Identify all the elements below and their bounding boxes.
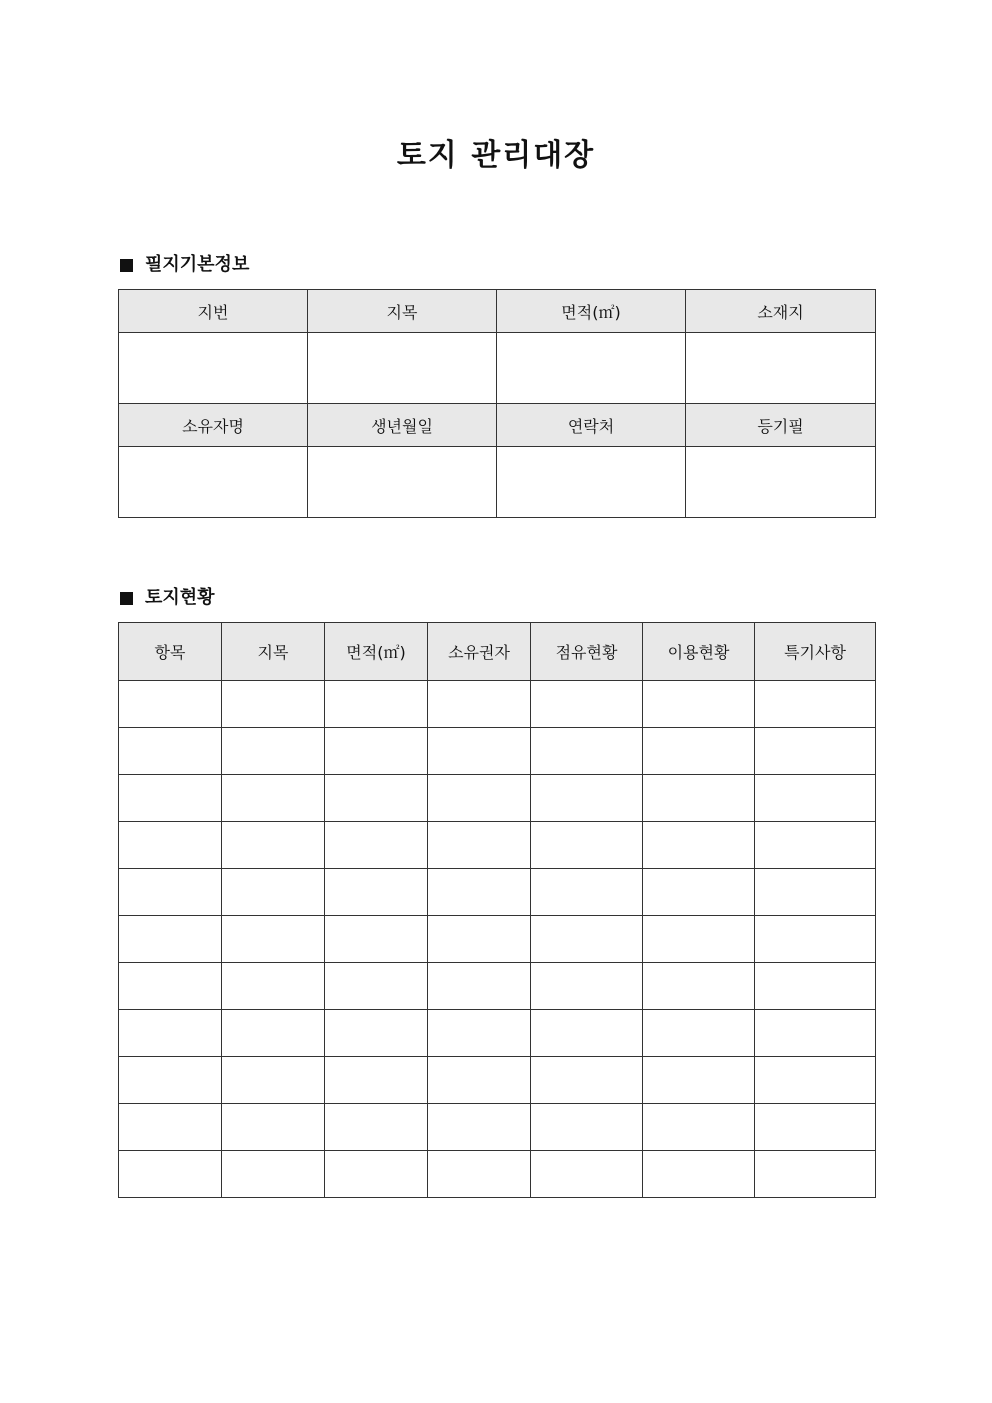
- input-cell-area[interactable]: [325, 775, 428, 822]
- input-cell-land-category[interactable]: [222, 681, 325, 728]
- input-cell-land-category[interactable]: [222, 728, 325, 775]
- table-row: [119, 1104, 876, 1151]
- table-row: [119, 681, 876, 728]
- input-cell-land-category[interactable]: [222, 1010, 325, 1057]
- table-header-row: [119, 623, 876, 681]
- input-cell-remarks[interactable]: [755, 1151, 876, 1198]
- input-cell-remarks[interactable]: [755, 869, 876, 916]
- input-cell-area[interactable]: [325, 1010, 428, 1057]
- input-cell-usage-status[interactable]: [643, 963, 755, 1010]
- input-cell-item[interactable]: [119, 963, 222, 1010]
- input-cell-land-category[interactable]: [308, 333, 497, 404]
- header-cell-location: 소재지: [686, 290, 876, 333]
- input-cell-item[interactable]: [119, 869, 222, 916]
- header-cell-owner-name: 소유자명: [119, 404, 308, 447]
- header-cell-remarks: 특기사항: [755, 623, 876, 681]
- section-heading-parcel-basic-info: [120, 252, 249, 278]
- input-cell-occupancy-status[interactable]: [531, 1057, 643, 1104]
- input-cell-usage-status[interactable]: [643, 869, 755, 916]
- input-cell-area[interactable]: [325, 869, 428, 916]
- input-cell-item[interactable]: [119, 681, 222, 728]
- input-cell-owner[interactable]: [428, 1151, 531, 1198]
- table-row: [119, 822, 876, 869]
- input-cell-usage-status[interactable]: [643, 1010, 755, 1057]
- table-row: [119, 447, 876, 518]
- input-cell-remarks[interactable]: [755, 822, 876, 869]
- input-cell-occupancy-status[interactable]: [531, 1010, 643, 1057]
- input-cell-item[interactable]: [119, 728, 222, 775]
- input-cell-owner[interactable]: [428, 728, 531, 775]
- input-cell-area[interactable]: [325, 1104, 428, 1151]
- input-cell-usage-status[interactable]: [643, 1057, 755, 1104]
- input-cell-owner[interactable]: [428, 775, 531, 822]
- input-cell-land-category[interactable]: [222, 822, 325, 869]
- input-cell-item[interactable]: [119, 822, 222, 869]
- input-cell-usage-status[interactable]: [643, 1151, 755, 1198]
- table-row: [119, 1057, 876, 1104]
- square-bullet-icon: [120, 259, 133, 272]
- table-row: [119, 916, 876, 963]
- input-cell-owner[interactable]: [428, 681, 531, 728]
- input-cell-owner[interactable]: [428, 963, 531, 1010]
- input-cell-usage-status[interactable]: [643, 1104, 755, 1151]
- input-cell-remarks[interactable]: [755, 681, 876, 728]
- input-cell-land-category[interactable]: [222, 963, 325, 1010]
- document-title: 토지 관리대장: [396, 138, 596, 173]
- input-cell-item[interactable]: [119, 916, 222, 963]
- input-cell-item[interactable]: [119, 1104, 222, 1151]
- header-cell-area: 면적(㎡): [497, 290, 686, 333]
- input-cell-area[interactable]: [325, 728, 428, 775]
- input-cell-land-category[interactable]: [222, 1104, 325, 1151]
- input-cell-occupancy-status[interactable]: [531, 963, 643, 1010]
- input-cell-occupancy-status[interactable]: [531, 822, 643, 869]
- input-cell-occupancy-status[interactable]: [531, 1151, 643, 1198]
- input-cell-occupancy-status[interactable]: [531, 681, 643, 728]
- input-cell-occupancy-status[interactable]: [531, 916, 643, 963]
- input-cell-area[interactable]: [325, 681, 428, 728]
- input-cell-owner[interactable]: [428, 1104, 531, 1151]
- table-header-row: [119, 404, 876, 447]
- input-cell-area[interactable]: [325, 963, 428, 1010]
- table-row: [119, 775, 876, 822]
- input-cell-registration[interactable]: [686, 447, 876, 518]
- input-cell-occupancy-status[interactable]: [531, 869, 643, 916]
- header-cell-land-category: 지목: [308, 290, 497, 333]
- input-cell-remarks[interactable]: [755, 775, 876, 822]
- input-cell-occupancy-status[interactable]: [531, 728, 643, 775]
- header-cell-registration: 등기필: [686, 404, 876, 447]
- header-cell-usage-status: 이용현황: [643, 623, 755, 681]
- input-cell-location[interactable]: [686, 333, 876, 404]
- header-cell-owner: 소유권자: [428, 623, 531, 681]
- input-cell-contact[interactable]: [497, 447, 686, 518]
- input-cell-remarks[interactable]: [755, 963, 876, 1010]
- header-cell-contact: 연락처: [497, 404, 686, 447]
- table-row: [119, 333, 876, 404]
- parcel-basic-info-table: [118, 289, 876, 518]
- input-cell-item[interactable]: [119, 775, 222, 822]
- header-cell-birth-date: 생년월일: [308, 404, 497, 447]
- input-cell-land-category[interactable]: [222, 916, 325, 963]
- input-cell-area[interactable]: [325, 1151, 428, 1198]
- section-heading-label: 필지기본정보: [145, 254, 250, 275]
- input-cell-remarks[interactable]: [755, 916, 876, 963]
- table-row: [119, 728, 876, 775]
- input-cell-item[interactable]: [119, 1010, 222, 1057]
- input-cell-area[interactable]: [325, 822, 428, 869]
- input-cell-usage-status[interactable]: [643, 916, 755, 963]
- input-cell-area[interactable]: [325, 1057, 428, 1104]
- input-cell-usage-status[interactable]: [643, 822, 755, 869]
- input-cell-land-category[interactable]: [222, 1057, 325, 1104]
- input-cell-usage-status[interactable]: [643, 681, 755, 728]
- input-cell-birth-date[interactable]: [308, 447, 497, 518]
- table-row: [119, 1010, 876, 1057]
- table-row: [119, 963, 876, 1010]
- input-cell-land-category[interactable]: [222, 1151, 325, 1198]
- input-cell-owner[interactable]: [428, 1057, 531, 1104]
- input-cell-remarks[interactable]: [755, 1010, 876, 1057]
- input-cell-item[interactable]: [119, 1151, 222, 1198]
- input-cell-owner-name[interactable]: [119, 447, 308, 518]
- header-cell-lot-number: 지번: [119, 290, 308, 333]
- input-cell-owner[interactable]: [428, 869, 531, 916]
- input-cell-remarks[interactable]: [755, 728, 876, 775]
- table-row: [119, 1151, 876, 1198]
- header-cell-item: 항목: [119, 623, 222, 681]
- land-status-table: [118, 622, 876, 1198]
- square-bullet-icon: [120, 592, 133, 605]
- input-cell-item[interactable]: [119, 1057, 222, 1104]
- input-cell-owner[interactable]: [428, 916, 531, 963]
- input-cell-usage-status[interactable]: [643, 775, 755, 822]
- input-cell-lot-number[interactable]: [119, 333, 308, 404]
- section-heading-land-status: [120, 585, 215, 611]
- input-cell-occupancy-status[interactable]: [531, 775, 643, 822]
- input-cell-land-category[interactable]: [222, 869, 325, 916]
- input-cell-usage-status[interactable]: [643, 728, 755, 775]
- input-cell-remarks[interactable]: [755, 1104, 876, 1151]
- header-cell-occupancy-status: 점유현황: [531, 623, 643, 681]
- table-header-row: [119, 290, 876, 333]
- input-cell-area[interactable]: [497, 333, 686, 404]
- header-cell-land-category: 지목: [222, 623, 325, 681]
- table-row: [119, 869, 876, 916]
- input-cell-area[interactable]: [325, 916, 428, 963]
- input-cell-land-category[interactable]: [222, 775, 325, 822]
- header-cell-area: 면적(㎡): [325, 623, 428, 681]
- section-heading-label: 토지현황: [145, 587, 215, 608]
- input-cell-remarks[interactable]: [755, 1057, 876, 1104]
- input-cell-owner[interactable]: [428, 1010, 531, 1057]
- input-cell-owner[interactable]: [428, 822, 531, 869]
- input-cell-occupancy-status[interactable]: [531, 1104, 643, 1151]
